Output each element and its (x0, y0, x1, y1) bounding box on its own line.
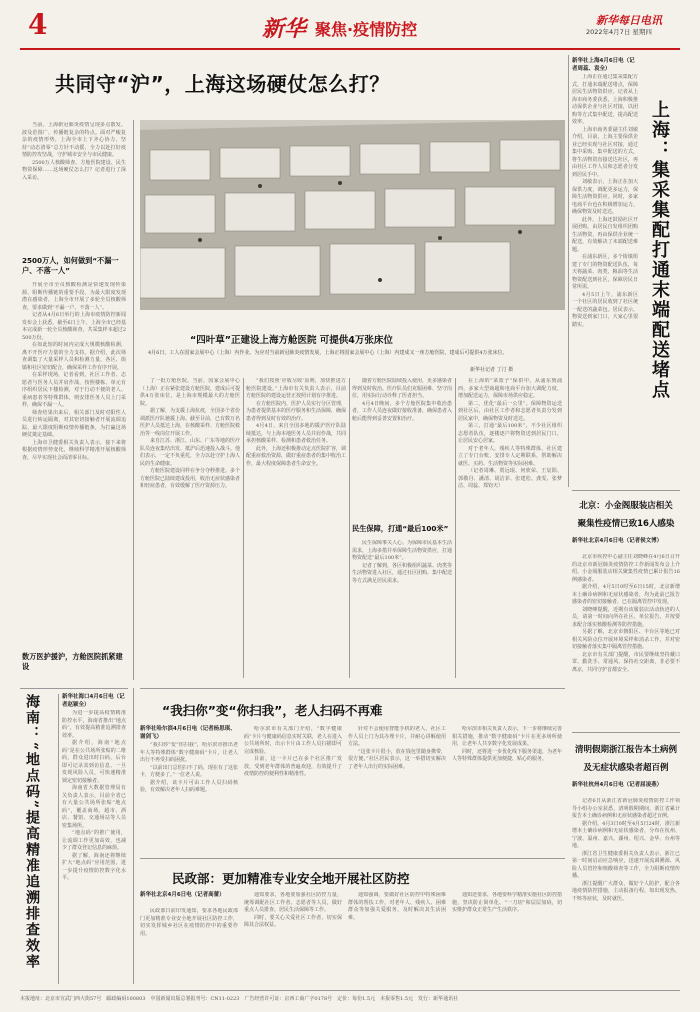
photo-note: 4月6日，工人在国家会展中心（上海）内作业。为应对当前新冠肺炎疫情发展，上海正将国家会展中心（上海）内建成又一座方舱医院，建成后可提供4万张床位。 (148, 350, 508, 356)
civil-text-4: 通知还要求，各地要科学精准实施社区防控措施，坚决防止简单化、“一刀切”和层层加码，切实维护群众正常生产生活秩序。 (452, 892, 562, 913)
right-dateline: 新华社上海4月6日电（记者周蕊、袁全） (572, 58, 635, 72)
beijing-headline-2: 聚集性疫情已致16人感染 (577, 519, 675, 529)
scan-text-4: 哈尔滨市相关负责人表示，下一步将继续完善相关措施，推动“数字健康码”卡片在更多场所使用，让老年人共享数字化发展成果。 同时，还将进一步优化线下服务渠道，为老年人等特殊群体提供更加便捷、贴心的服务。 (452, 726, 562, 762)
brand-logo: 新华 (262, 16, 307, 42)
field-hospital-image (140, 120, 565, 310)
page-number: 4 (28, 8, 48, 41)
scan-headline: “我扫你”变“你扫我”，老人扫码不再难 (162, 703, 383, 718)
right-text-a: 上海正在通过集采集配方式，打通末端配送堵点，保障居民生活物资供应。记者从上海市商务委获悉，上海积极推动保供企业与社区对接，以团购等方式集中配送，提高配送效率。 上海市商务委副主任刘敏介绍，目前，上海主要保供企业已经实现与社区对接，通过集中采购、集中配送的方式，将生活物资直接送达社区，再由社区工作人员和志愿者分发到居民手中。 刘敏表示，上海正在加大保供力度，调配更多运力，保障生活物资供应。同时，多家电商平台也在积极增加运力，确保物资及时送达。 此外，上海还鼓励社区开展团购，由居民自发组织团购生活物资，再由保供企业统一配送，有效解决了末端配送难题。 在浦东新区，多个街镇组建了专门的物资配送队伍，每天将蔬菜、肉类、粮油等生活物资配送到社区，保障居民日常所需。 4月5日上午，浦东新区一个社区的居民收到了社区统一配送的蔬菜包。居民表示，物资送到家门口，大家心里很踏实。 (572, 74, 638, 328)
civil-text-3: 通知强调，要做好社区防控中特殊困难群体的帮扶工作，对老年人、残疾人、困难群众等加强关爱服务，及时解决其生活困难。 (348, 892, 446, 921)
scan-dateline: 新华社哈尔滨4月6日电（记者杨思琪、谢剑飞） (140, 726, 236, 740)
hainan-dateline: 新华社海口4月6日电（记者赵颖全） (62, 694, 125, 708)
subhead-2500: 2500万人，如何做到“不漏一户、不落一人” (22, 256, 119, 275)
lead-text-col1b: 开展全市全员核酸检测是快速发现传染源、阻断传播链的重要手段。为最大限度发现潜在感染者，上海全市开展了多轮全员核酸筛查，要求做到“不漏一户、不落一人”。 记者从4月6日举行的上海市疫情防控新闻发布会上获悉，截至6日上午，上海全市已经基本完成新一轮全员核酸筛查，共采集样本超过2500万份。 在如此短的时间内完成大规模核酸检测，离不开医疗力量的全力支持。据介绍，此次筛查调集了大量采样人员和检测力量，各区、街镇和社区密切配合，确保采样工作有序开展。 在采样现场，记者看到，社区工作者、志愿者与医务人员并肩作战，按照楼栋、单元有序组织居民下楼检测，对于行动不便的老人、重病患者等特殊群体，则安排医务人员上门采样，确保不漏一人。 筛查结果出来后，相关部门及时对阳性人员进行转运隔离，对其密切接触者开展流调追踪，最大限度阻断疫情传播链条，为打赢这场硬仗奠定基础。 上海市卫健委相关负责人表示，接下来将根据疫情形势变化，继续科学精准开展核酸筛查，尽早实现社会面清零目标。 (22, 282, 126, 461)
lead-headline: 共同守“沪”，上海这场硬仗怎么打？ (55, 72, 390, 96)
photo-caption: “四叶草”正建设上海方舱医院 可提供4万张床位 (190, 335, 393, 346)
subhead-livelihood: 民生保障，打通“最后100米” (352, 524, 449, 533)
zhejiang-dateline: 新华社杭州4月6日电（记者屈凌燕） (572, 782, 663, 788)
civil-dateline: 新华社北京4月6日电（记者高蕾） (140, 892, 225, 898)
lead-text-col1a: 当前，上海新冠肺炎疫情呈现多点散发、波及范围广、传播链复杂的特点。面对严峻复杂的疫情形势，上海全市上下齐心协力，坚持“动态清零”总方针不动摇，全力以赴打好疫情防控攻坚战，守护城市安全与市民健康。 2500万人核酸筛查、方舱医院建设、民生物资保障……这场硬仗怎么打？记者进行了深入采访。 (22, 122, 126, 181)
beijing-dateline: 新华社北京4月6日电（记者侯文博） (572, 538, 663, 544)
photo-credit: 新华社记者 丁汀 摄 (470, 367, 514, 373)
zhejiang-text: 记者6日从浙江省新冠肺炎疫情防控工作领导小组办公室获悉，清明假期期间，浙江省累计报告本土确诊病例和无症状感染者超过百例。 据介绍，4月3日0时至4月5日24时，浙江新增本土确诊病例和无症状感染者，分布在杭州、宁波、温州、嘉兴、湖州、绍兴、金华、台州等地。 浙江省卫生健康委相关负责人表示，浙江已第一时间启动应急响应，迅速开展流调溯源、风险人员管控和核酸筛查等工作，全力阻断疫情传播。 浙江提醒广大群众，做好个人防护，配合各地疫情防控措施，主动报备行程，如出现发热、干咳等症状，及时就医。 (572, 798, 680, 902)
right-vertical-title: 上海：集采集配打通末端配送堵点 (649, 100, 670, 400)
scan-text-1: “我扫你”变“你扫我”，哈尔滨市推出老年人等特殊群体“数字健康码”卡片，让老人出行不再受扫码困扰。 “以前出门总怕扫不了码，现在有了这张卡，方便多了。”一位老人说。 据介绍，该卡片可由工作人员扫码核验，有效解决老年人扫码难题。 (140, 742, 238, 793)
page-header (0, 0, 700, 48)
lead-text-col2: 了一批方舱医院。当前，国家会展中心（上海）正在紧张建设方舱医院，建成后可提供4万张床位，是上海市规模最大的方舱医院。 据了解，为支援上海抗疫，全国多个省份调派医疗队驰援上海。截至目前，已有数万名医护人员抵达上海，在核酸采样、方舱医院救治等一线岗位开展工作。 来自江苏、浙江、山东、广东等地的医疗队员连夜集结出发，抵沪后迅速投入战斗。他们表示，一定不负重托，全力以赴守护上海人民的生命健康。 方舱医院建设同样在争分夺秒推进。多个方舱医院已陆续建成投用，收治无症状感染者和轻症患者，有效缓解了医疗资源压力。 (140, 378, 240, 489)
section-title: 聚焦·疫情防控 (315, 20, 418, 39)
footer-info: 本报地址：北京市宣武门西大街57号 邮政编码100803 中国新闻出版总署报刊号：CN11-0223 广告经营许可证：京西工商广字0178号 定价：每份1.5元 本报零售1.5元 发行：新华通讯社 (20, 996, 459, 1002)
issue-date: 2022年4月7日 星期四 (586, 28, 652, 36)
lead-text-col4b: 民生保障事关人心。为保障市民基本生活需求，上海多措并举保障生活物资供应，打通物资配送“最后100米”。 记者了解到，各区积极组织蔬菜、肉类等生活物资进入社区，通过社区团购、集中配送等方式满足居民需求。 (352, 540, 452, 584)
scan-text-2: 哈尔滨市有关部门介绍，“数字健康码”卡片与健康码信息实时关联，老人在进入公共场所时，出示卡片由工作人员扫描即可完成核验。 目前，这一卡片已在多个社区推广发放，受到老年群体的普遍欢迎，有效提升了疫情防控的便利性和精准性。 (244, 726, 342, 777)
lead-text-col4: 随着方舱医院陆续投入使用，更多感染者得到及时收治。医疗队员们克服困难、坚守岗位，用实际行动诠释了医者担当。 4月4日晚间，多个方舱医院集中收治患者，工作人员连夜做好接收准备，确保患者入舱后能得到妥善安置和治疗。 (352, 378, 452, 422)
hainan-text: 为进一步提高疫情精准防控水平，海南省推出“地点码”，有效提高精准追溯排查效率。 据介绍，海南“地点码”是在公共场所张贴的二维码，群众进出时扫码，后台即可记录其到访信息，一旦发现风险人员，可快速精准锁定密切接触者。 海南省大数据管理局有关负责人表示，目前全省已有大量公共场所张贴“地点码”，覆盖商场、超市、酒店、餐馆、交通场站等人员密集场所。 “地点码”的推广使用，让流调工作更加高效，也减少了群众登记信息的麻烦。 据了解，海南还将继续扩大“地点码”应用范围，进一步提升疫情防控数字化水平。 (62, 710, 126, 881)
lead-photo (140, 120, 565, 310)
hainan-vertical-title: 海南：“地点码”提高精准追溯排查效率 (24, 694, 40, 971)
beijing-text: 北京市疾控中心副主任刘晓峰在4月6日召开的北京市新冠肺炎疫情防控工作新闻发布会上介绍，小金阁服装店相关聚集性疫情已累计报告16例感染者。 据介绍，4月5日0时至6日15时，北京新增本土确诊病例和无症状感染者，均为此前已报告感染者的密切接触者，已在隔离管控中发现。 刘晓峰提醒，近期有该服装店活动轨迹的人员，请第一时间向所在社区、单位报告，并按要求配合落实核酸检测等防控措施。 另据了解，北京市朝阳区、丰台区等地已对相关风险点位开展环境采样和消杀工作，并对密切接触者落实集中隔离管控措施。 北京市有关部门提醒，市民要继续坚持戴口罩、勤洗手、常通风、保持社交距离，非必要不离京，共同守护首都安全。 (572, 554, 680, 673)
lead-text-col5: 在上海的“菜篮子”保供中，从浦东到浦西，多家大型商超和电商平台加大调配力度，增加配送运力，保障市场供应稳定。 第二，优化“最后一公里”。保障物资运送到社区后，由社区工作者和志愿者负责分发到居民家中，确保物资及时送达。 第三，打通“最后100米”。不少社区组织志愿者队伍，逐楼逐户将物资送到居民门口，让居民安心居家。 对于老年人、残疾人等特殊群体，社区建立了专门台账，安排专人定期联系，帮助解决就医、买药、生活物资等实际困难。 （记者周琳、贾远琨、何欣荣、王辰阳、郭敬丹、潘清、胡洁菲、张建松、龚雯、张梦洁、周蕊、郑钧天） (458, 378, 562, 489)
lead-text-col3: “我们按照‘应收尽收’原则，加快推进方舱医院建设。”上海市有关负责人表示，目前方舱医院的建设运营正按照计划有序推进。 在方舱医院内，医护人员实行分区管理，为患者提供基本的医疗服务和生活保障，确保患者得到及时有效的治疗。 4月4日，来自全国多地的援沪医疗队陆续抵达，与上海本地医务人员并肩作战，共同承担核酸采样、检测和患者救治任务。 此外，上海还积极推动定点医院扩容，调配重症救治资源，做好重症患者的集中收治工作，最大程度保障患者生命安全。 (246, 378, 346, 467)
civil-text-1: 民政部日前印发通知，要求各地民政部门更加精准专业安全地开展社区防控工作，切实发挥城乡社区在疫情防控中的重要作用。 (140, 908, 238, 937)
civil-headline: 民政部：更加精准专业安全地开展社区防控 (172, 871, 410, 886)
zhejiang-headline-1: 清明假期浙江报告本土病例 (574, 745, 677, 755)
paper-name: 新华每日电讯 (596, 14, 662, 27)
zhejiang-headline-2: 及无症状感染者超百例 (583, 763, 669, 773)
subhead-medical: 数万医护援沪，方舱医院抓紧建设 (22, 652, 123, 671)
scan-text-3: 针对不会使用智能手机的老人，社区工作人员上门为其办理卡片，并耐心讲解使用方法。 “这张卡片很小，放在钱包里随身携带，很方便。”社区居民表示，这一举措切实解决了老年人出行的实际困难。 (348, 726, 446, 770)
beijing-headline-1: 北京：小金阁服装店相关 (579, 501, 673, 511)
header-rule (20, 48, 680, 50)
civil-text-2: 通知要求，各地要加强社区防控力量，统筹调配社区工作者、志愿者等人员，做好重点人员排查、居民生活保障等工作。 同时，要关心关爱社区工作者，切实保障其合法权益。 (244, 892, 342, 928)
